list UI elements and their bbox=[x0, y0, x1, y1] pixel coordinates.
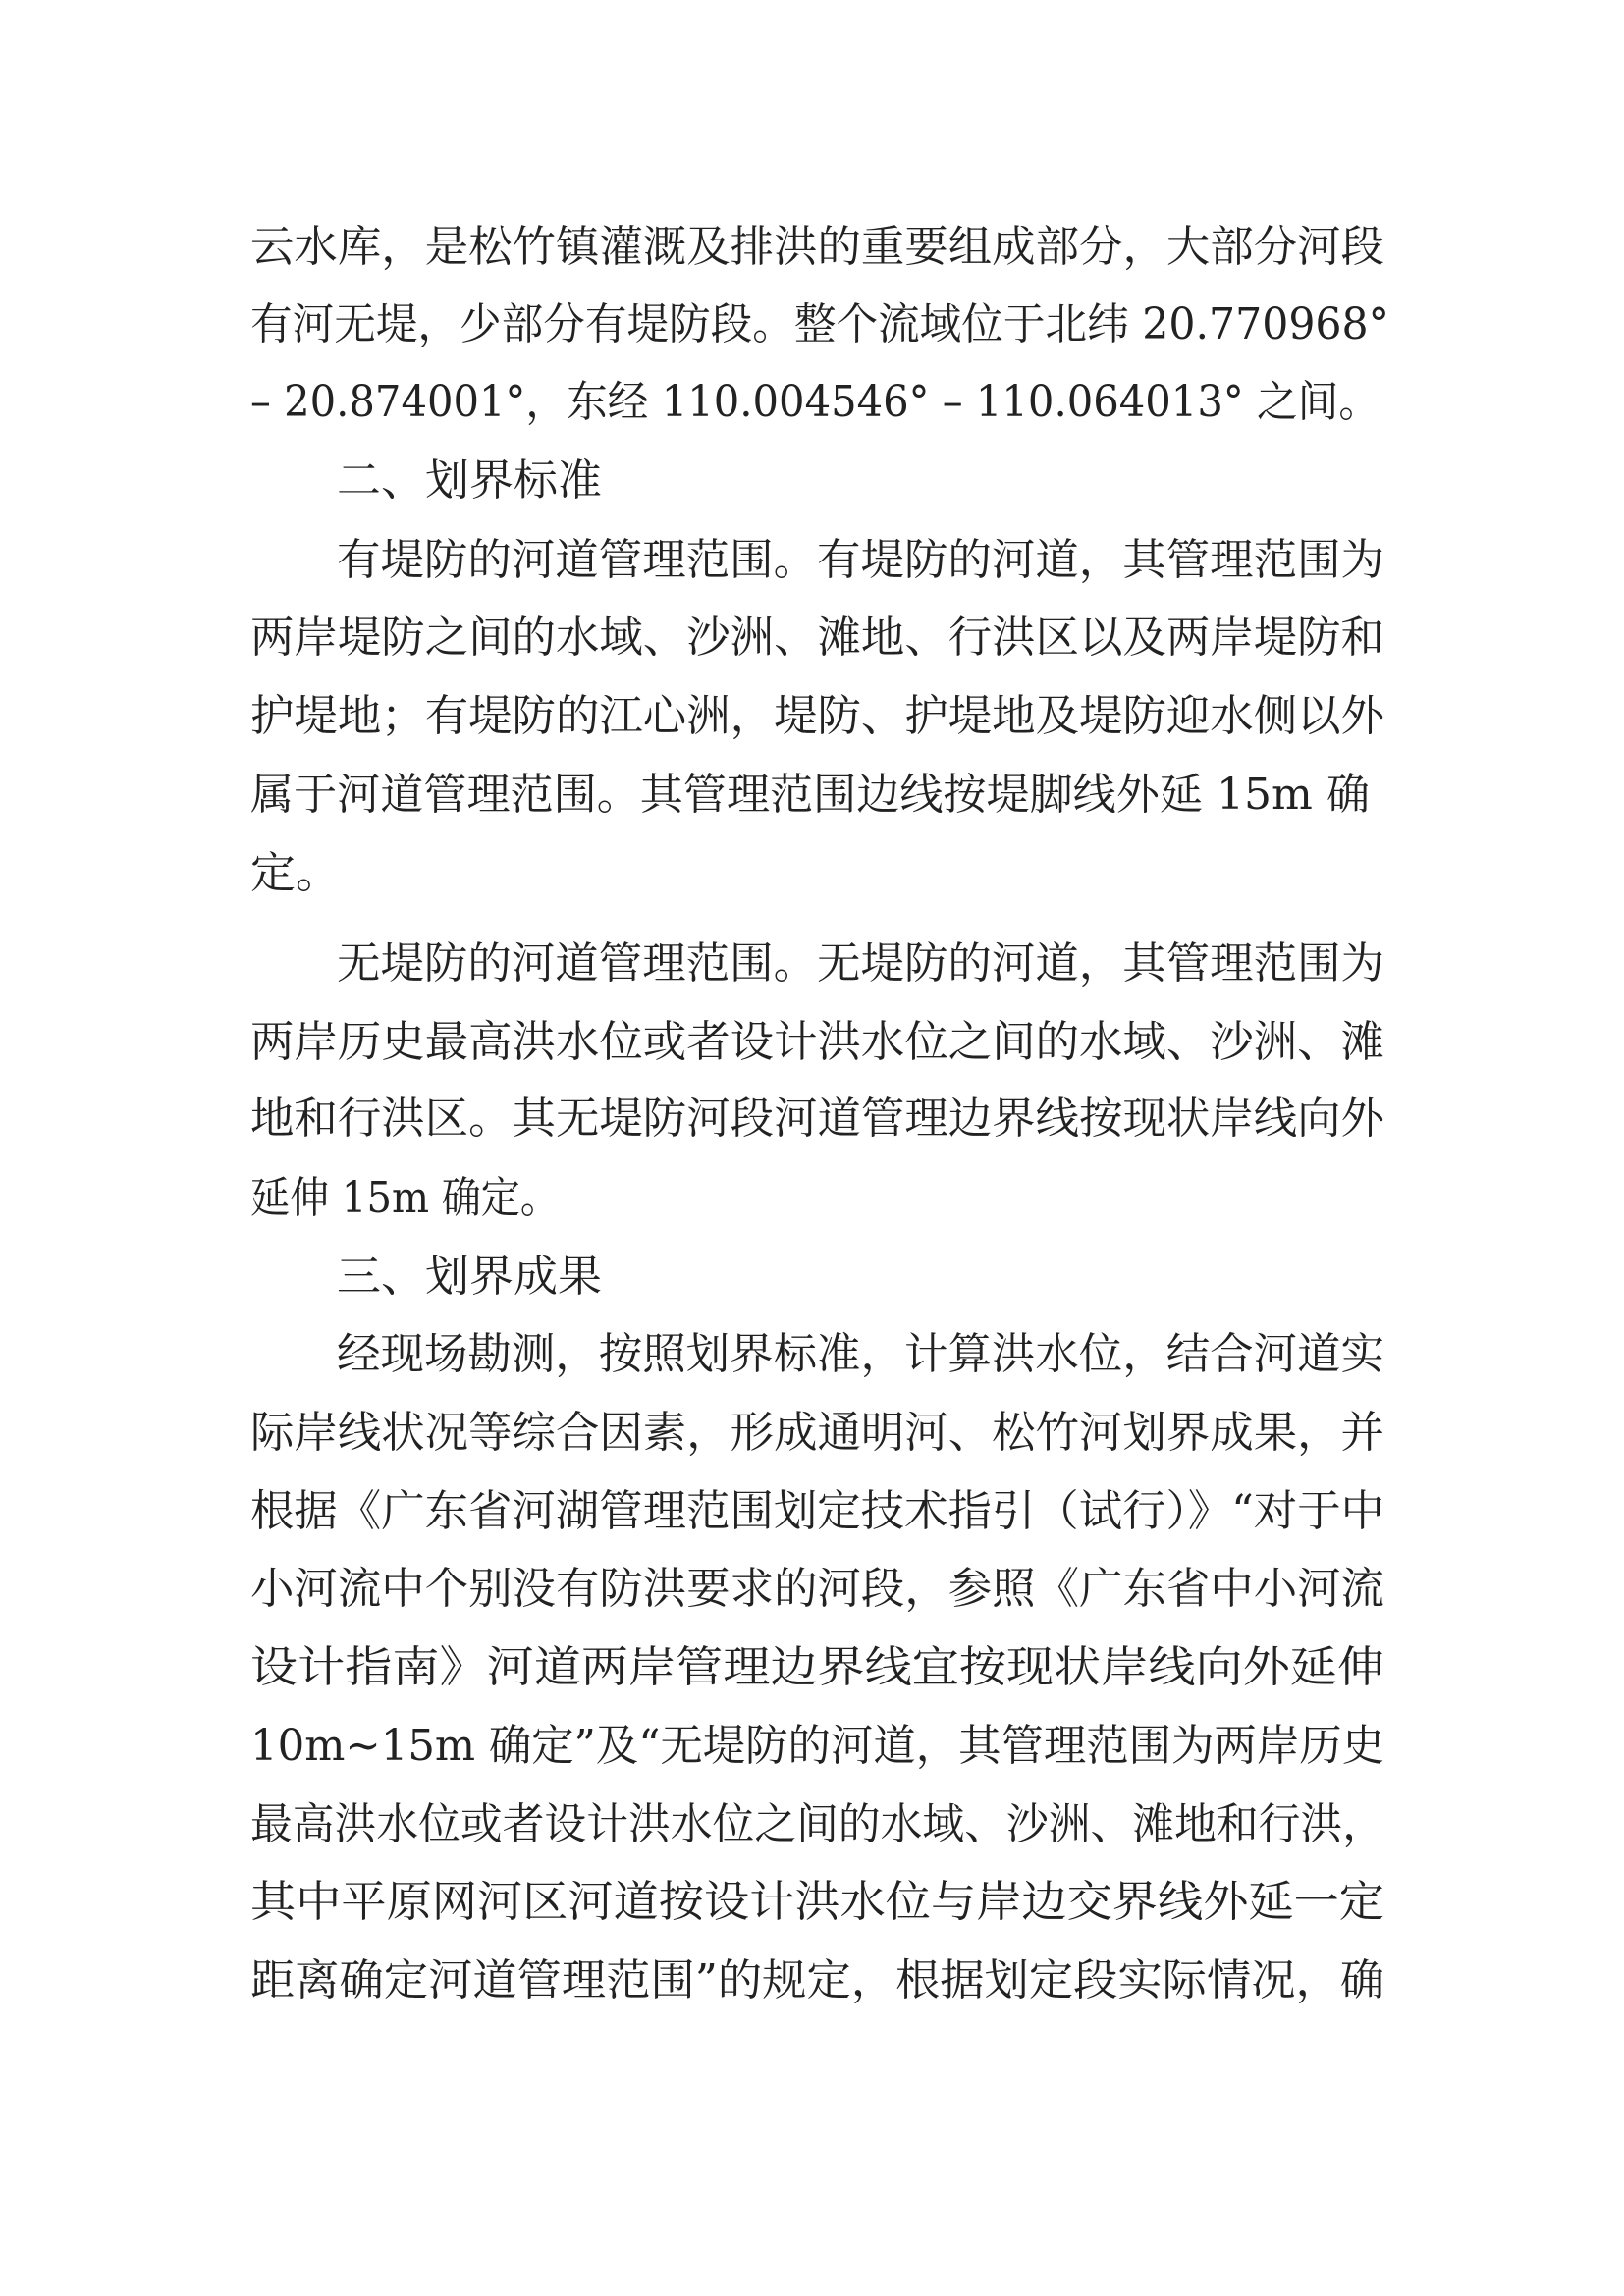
text-line bbox=[0, 609, 1624, 667]
section-heading bbox=[0, 1248, 1624, 1307]
text-line bbox=[0, 1560, 1624, 1619]
text-line-content: 地和行洪区。其无堤防河段河道管理边界线按现状岸线向外 bbox=[250, 1094, 1384, 1144]
text-line-content: 两岸历史最高洪水位或者设计洪水位之间的水域、沙洲、滩 bbox=[250, 1017, 1384, 1067]
text-line bbox=[0, 1795, 1624, 1854]
section-heading-text: 三、划界成果 bbox=[337, 1252, 602, 1302]
text-line bbox=[0, 1873, 1624, 1932]
text-line-content: 根据《广东省河湖管理范围划定技术指引（试行）》“对于中 bbox=[250, 1486, 1385, 1536]
text-line bbox=[0, 1717, 1624, 1776]
text-line bbox=[0, 1169, 1624, 1228]
text-line-content: 距离确定河道管理范围”的规定，根据划定段实际情况，确 bbox=[250, 1955, 1385, 2005]
text-line bbox=[0, 1638, 1624, 1697]
text-line-content: 两岸堤防之间的水域、沙洲、滩地、行洪区以及两岸堤防和 bbox=[250, 613, 1384, 663]
text-line bbox=[0, 218, 1624, 277]
text-line bbox=[0, 766, 1624, 825]
text-line-content: 设计指南》河道两岸管理边界线宜按现状岸线向外延伸 bbox=[250, 1642, 1385, 1692]
text-line-content: – 20.874001°，东经 110.004546° – 110.064013° 之间。 bbox=[250, 377, 1380, 427]
text-line bbox=[0, 1325, 1624, 1384]
section-heading-text: 二、划界标准 bbox=[337, 455, 602, 506]
text-line bbox=[0, 844, 1624, 903]
text-line bbox=[0, 1013, 1624, 1072]
text-line-content: 有河无堤，少部分有堤防段。整个流域位于北纬 20.770968° bbox=[250, 299, 1389, 349]
text-line-content: 小河流中个别没有防洪要求的河段，参照《广东省中小河流 bbox=[250, 1564, 1384, 1614]
text-line-content: 际岸线状况等综合因素，形成通明河、松竹河划界成果，并 bbox=[250, 1408, 1384, 1458]
text-line bbox=[0, 1090, 1624, 1148]
text-line bbox=[0, 1404, 1624, 1463]
text-line-content: 延伸 15m 确定。 bbox=[250, 1173, 560, 1223]
text-line bbox=[0, 295, 1624, 354]
text-line-content: 护堤地；有堤防的江心洲，堤防、护堤地及堤防迎水侧以外 bbox=[250, 691, 1384, 741]
text-line bbox=[0, 531, 1624, 590]
text-line bbox=[0, 373, 1624, 432]
text-line bbox=[0, 934, 1624, 993]
text-line-content: 有堤防的河道管理范围。有堤防的河道，其管理范围为 bbox=[337, 535, 1384, 585]
text-line-content: 定。 bbox=[250, 848, 342, 898]
text-line bbox=[0, 1951, 1624, 2010]
text-line-content: 云水库，是松竹镇灌溉及排洪的重要组成部分，大部分河段 bbox=[250, 222, 1384, 272]
section-heading bbox=[0, 452, 1624, 510]
text-line bbox=[0, 687, 1624, 746]
text-line-content: 无堤防的河道管理范围。无堤防的河道，其管理范围为 bbox=[337, 938, 1384, 988]
text-line-content: 最高洪水位或者设计洪水位之间的水域、沙洲、滩地和行洪， bbox=[250, 1799, 1384, 1849]
text-line-content: 属于河道管理范围。其管理范围边线按堤脚线外延 15m 确 bbox=[250, 770, 1370, 820]
text-line-content: 其中平原网河区河道按设计洪水位与岸边交界线外延一定 bbox=[250, 1877, 1384, 1927]
text-line-content: 10m~15m 确定”及“无堤防的河道，其管理范围为两岸历史 bbox=[250, 1721, 1384, 1771]
text-line-content: 经现场勘测，按照划界标准，计算洪水位，结合河道实 bbox=[337, 1329, 1384, 1379]
text-line bbox=[0, 1482, 1624, 1541]
